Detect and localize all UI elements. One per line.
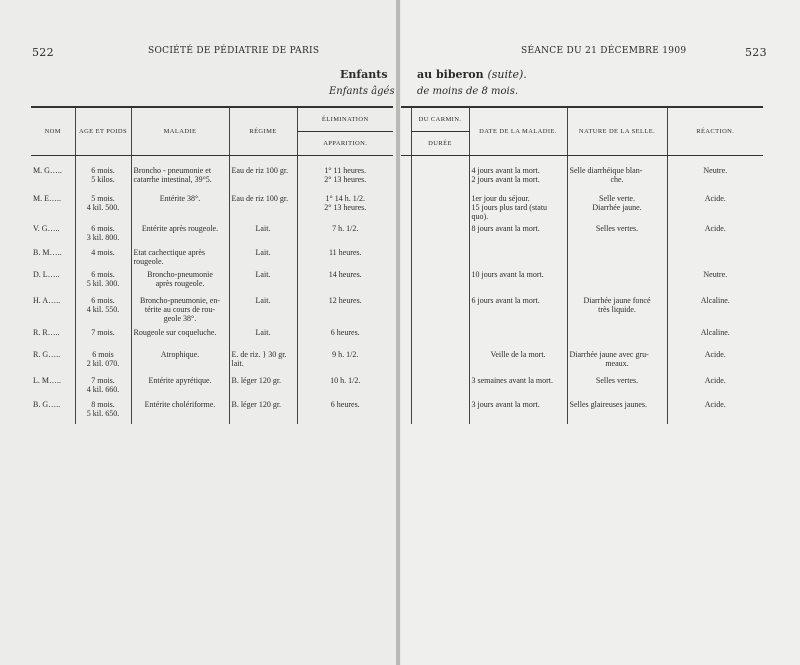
cell-regime: Lait. <box>229 326 297 348</box>
cell-reaction: Alcaline. <box>667 294 763 326</box>
cell-maladie: Entérite apyrétique. <box>131 374 229 398</box>
cell-reaction: Neutre. <box>667 268 763 294</box>
cell-reaction: Acide. <box>667 192 763 222</box>
cell-nature: Selle verte. Diarrhée jaune. <box>567 192 667 222</box>
cell-apparition: 14 heures. <box>297 268 393 294</box>
right-subtitle: de moins de 8 mois. <box>417 86 519 97</box>
table-row <box>31 164 393 192</box>
cell-age: 6 mois 2 kil. 070. <box>75 348 131 374</box>
table-row <box>401 326 763 348</box>
table-row <box>401 222 763 246</box>
cell-age: 6 mois. 5 kil. 300. <box>75 268 131 294</box>
cell-reaction <box>667 246 763 268</box>
left-data-table <box>31 106 393 424</box>
cell-nature <box>567 246 667 268</box>
cell-reaction: Alcaline. <box>667 326 763 348</box>
cell-regime: E. de riz. } 30 gr. lait. <box>229 348 297 374</box>
cell-age: 6 mois. 5 kilos. <box>75 164 131 192</box>
col-header-maladie: MALADIE <box>131 107 229 155</box>
table-row <box>31 268 393 294</box>
book-gutter <box>396 0 400 665</box>
cell-nom: R. G….. <box>33 349 61 359</box>
col-header-date: DATE DE LA MALADIE. <box>469 107 567 155</box>
right-page-number: 523 <box>745 46 767 59</box>
cell-age: 7 mois. 4 kil. 660. <box>75 374 131 398</box>
cell-age: 6 mois. 3 kil. 800. <box>75 222 131 246</box>
cell-apparition: 1° 14 h. 1/2. 2° 13 heures. <box>297 192 393 222</box>
table-row <box>401 192 763 222</box>
cell-apparition: 6 heures. <box>297 326 393 348</box>
cell-regime: Lait. <box>229 222 297 246</box>
cell-maladie: Broncho - pneumonie et catarrhe intestinal, 39°5. <box>131 164 229 192</box>
cell-date: 1er jour du séjour. 15 jours plus tard (statu quo). <box>469 192 567 222</box>
col-header-age: AGE ET POIDS <box>75 107 131 155</box>
cell-maladie: Etat cachectique après rougeole. <box>131 246 229 268</box>
table-row <box>31 246 393 268</box>
table-row <box>401 374 763 398</box>
cell-nature: Diarrhée jaune avec gru- meaux. <box>567 348 667 374</box>
table-row <box>31 294 393 326</box>
cell-date: Veille de la mort. <box>469 348 567 374</box>
cell-date: 4 jours avant la mort. 2 jours avant la mort. <box>469 164 567 192</box>
cell-apparition: 11 heures. <box>297 246 393 268</box>
cell-date: 6 jours avant la mort. <box>469 294 567 326</box>
cell-nature <box>567 268 667 294</box>
cell-date: 10 jours avant la mort. <box>469 268 567 294</box>
cell-nom: B. M….. <box>33 247 62 257</box>
cell-regime: Eau de riz 100 gr. <box>229 164 297 192</box>
cell-age: 8 mois. 5 kil. 650. <box>75 398 131 424</box>
cell-maladie: Atrophique. <box>131 348 229 374</box>
left-subtitle: Enfants âgés <box>329 86 395 97</box>
cell-age: 7 mois. <box>75 326 131 348</box>
cell-apparition: 7 h. 1/2. <box>297 222 393 246</box>
cell-maladie: Broncho-pneumonie, en- térite au cours de rou- geole 38°. <box>131 294 229 326</box>
cell-date: 3 semaines avant la mort. <box>469 374 567 398</box>
cell-reaction: Acide. <box>667 348 763 374</box>
table-row <box>31 398 393 424</box>
cell-nature: Diarrhée jaune foncé très liquide. <box>567 294 667 326</box>
cell-date: 8 jours avant la mort. <box>469 222 567 246</box>
cell-age: 4 mois. <box>75 246 131 268</box>
table-row <box>401 398 763 424</box>
table-row <box>31 326 393 348</box>
cell-reaction: Acide. <box>667 222 763 246</box>
cell-regime: Lait. <box>229 268 297 294</box>
left-running-head: SOCIÉTÉ DE PÉDIATRIE DE PARIS <box>148 46 320 56</box>
cell-nom: M. E….. <box>33 193 61 203</box>
cell-regime: Lait. <box>229 294 297 326</box>
col-header-du-carmin: DU CARMIN. <box>411 107 469 131</box>
cell-maladie: Broncho-pneumonie après rougeole. <box>131 268 229 294</box>
table-row <box>401 246 763 268</box>
cell-nom: H. A….. <box>33 295 61 305</box>
col-header-nom: NOM <box>31 107 75 155</box>
cell-regime: Eau de riz 100 gr. <box>229 192 297 222</box>
table-row <box>401 294 763 326</box>
cell-apparition: 12 heures. <box>297 294 393 326</box>
cell-nom: B. G….. <box>33 399 61 409</box>
table-row <box>401 348 763 374</box>
table-row <box>401 164 763 192</box>
cell-maladie: Rougeole sur coqueluche. <box>131 326 229 348</box>
cell-maladie: Entérite cholériforme. <box>131 398 229 424</box>
cell-maladie: Entérite après rougeole. <box>131 222 229 246</box>
cell-apparition: 6 heures. <box>297 398 393 424</box>
cell-maladie: Entérite 38°. <box>131 192 229 222</box>
right-running-head: SÉANCE DU 21 DÉCEMBRE 1909 <box>521 46 687 56</box>
cell-nature: Selles vertes. <box>567 222 667 246</box>
table-row <box>401 268 763 294</box>
right-title: au biberon (suite). <box>417 68 527 81</box>
cell-reaction: Neutre. <box>667 164 763 192</box>
cell-nature: Selles glaireuses jaunes. <box>567 398 667 424</box>
cell-date <box>469 246 567 268</box>
cell-regime: B. léger 120 gr. <box>229 374 297 398</box>
col-header-reaction: RÉACTION. <box>667 107 763 155</box>
right-data-table <box>401 106 763 424</box>
cell-age: 6 mois. 4 kil. 550. <box>75 294 131 326</box>
cell-age: 5 mois. 4 kil. 500. <box>75 192 131 222</box>
cell-apparition: 10 h. 1/2. <box>297 374 393 398</box>
col-header-apparition: APPARITION. <box>297 131 393 155</box>
cell-regime: Lait. <box>229 246 297 268</box>
cell-nom: M. G….. <box>33 165 62 175</box>
cell-nature: Selle diarrhéique blan- che. <box>567 164 667 192</box>
cell-nom: D. L….. <box>33 269 60 279</box>
cell-nom: V. G….. <box>33 223 60 233</box>
col-header-regime: RÉGIME <box>229 107 297 155</box>
col-header-nature: NATURE DE LA SELLE. <box>567 107 667 155</box>
col-header-duree: DURÉE <box>411 131 469 155</box>
cell-apparition: 9 h. 1/2. <box>297 348 393 374</box>
col-header-elimination: ÉLIMINATION <box>297 107 393 131</box>
cell-nature <box>567 326 667 348</box>
cell-date: 3 jours avant la mort. <box>469 398 567 424</box>
left-page-number: 522 <box>32 46 54 59</box>
cell-nom: L. M….. <box>33 375 61 385</box>
cell-reaction: Acide. <box>667 374 763 398</box>
cell-date <box>469 326 567 348</box>
cell-reaction: Acide. <box>667 398 763 424</box>
table-row <box>31 374 393 398</box>
cell-nom: R. R….. <box>33 327 60 337</box>
left-title: Enfants <box>340 68 388 81</box>
cell-apparition: 1° 11 heures. 2° 13 heures. <box>297 164 393 192</box>
cell-nature: Selles vertes. <box>567 374 667 398</box>
table-row <box>31 348 393 374</box>
table-row <box>31 192 393 222</box>
table-row <box>31 222 393 246</box>
cell-regime: B. léger 120 gr. <box>229 398 297 424</box>
